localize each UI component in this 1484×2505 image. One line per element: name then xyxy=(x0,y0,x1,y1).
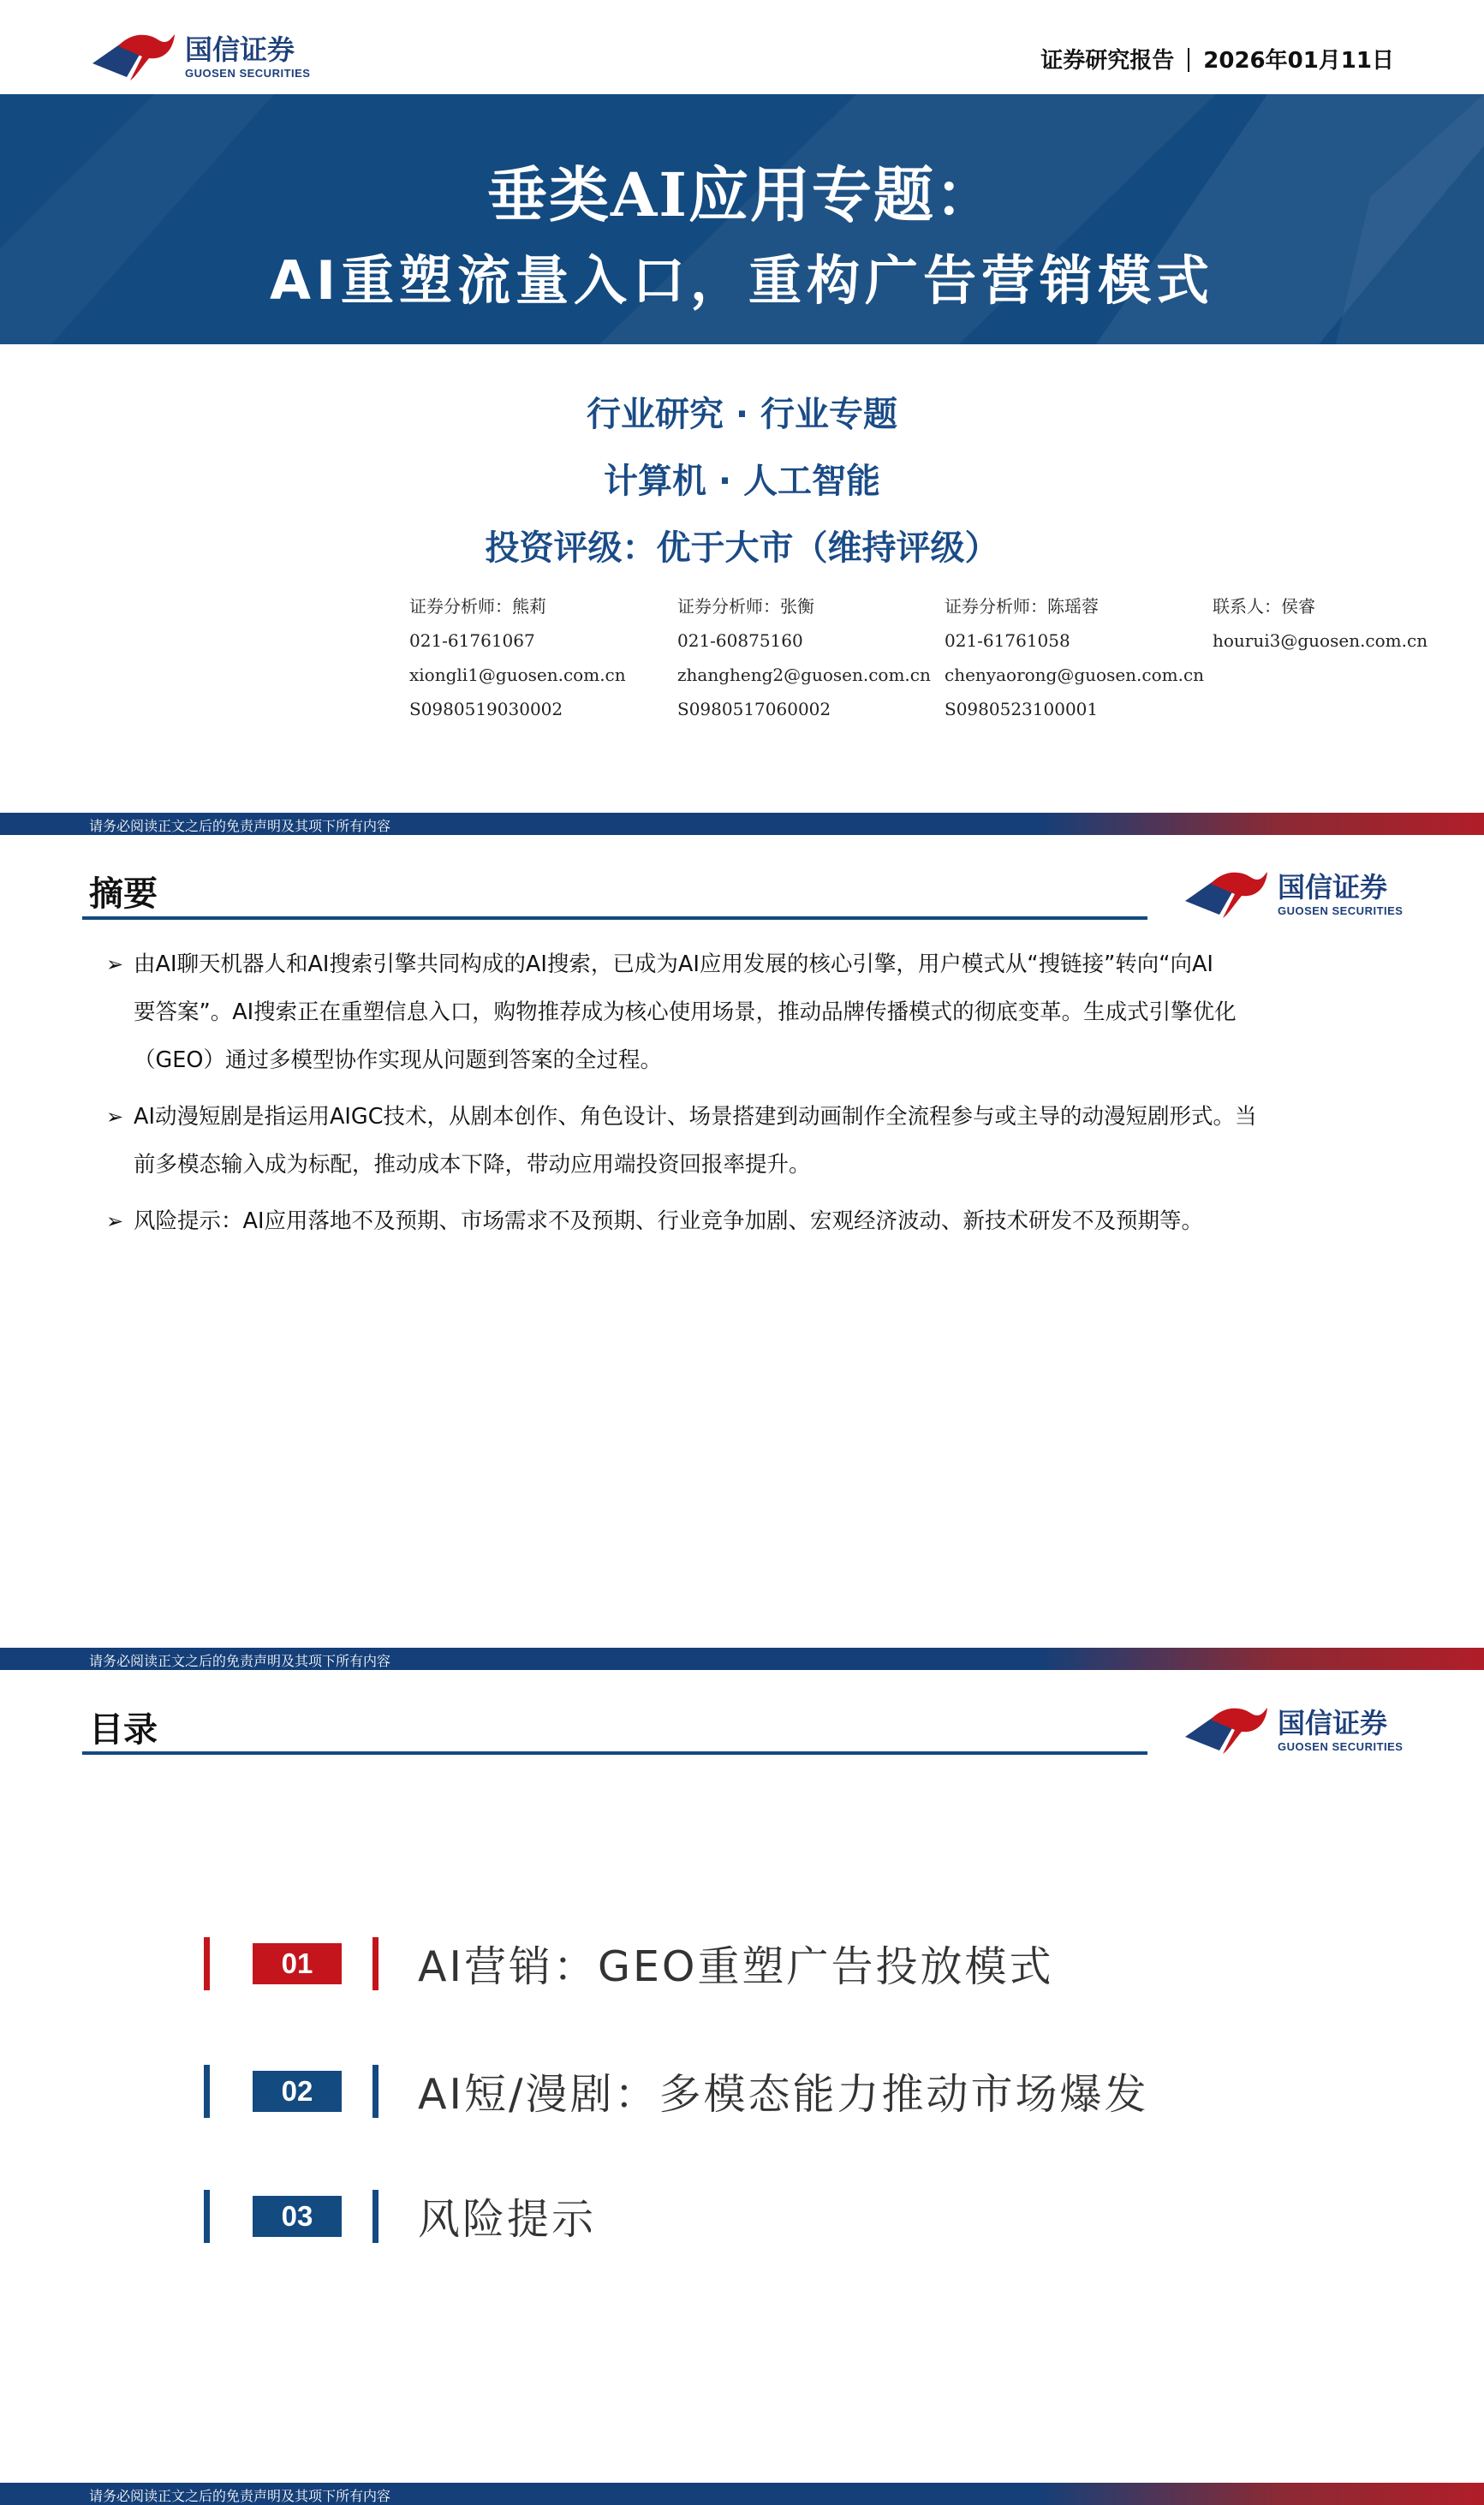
toc-label: AI短/漫剧：多模态能力推动市场爆发 xyxy=(418,2070,1149,2119)
toc-number: 03 xyxy=(253,2196,342,2237)
analyst-name: 证券分析师：熊莉 xyxy=(409,596,546,617)
toc-bracket-left xyxy=(204,2065,210,2118)
brand-name-en: GUOSEN SECURITIES xyxy=(1278,1740,1404,1753)
report-title: 垂类AI应用专题： xyxy=(486,159,998,230)
analyst-card xyxy=(945,589,1205,726)
analyst-phone: 021-60875160 xyxy=(677,630,803,651)
disclaimer-strip xyxy=(0,1648,1484,1670)
brand-logo xyxy=(1182,868,1403,921)
toc-item-03[interactable] xyxy=(204,2186,596,2246)
summary-underline xyxy=(82,916,1147,920)
bullet-line: 由AI聊天机器人和AI搜索引擎共同构成的AI搜索，已成为AI应用发展的核心引擎，用户模式从“搜链接”转向“向AI xyxy=(134,951,1213,977)
analyst-phone: 021-61761058 xyxy=(945,630,1070,651)
brand-logo xyxy=(89,31,310,84)
disclaimer-text: 请务必阅读正文之后的免责声明及其项下所有内容 xyxy=(89,818,391,834)
analyst-cert: S0980519030002 xyxy=(409,699,563,719)
arrow-bullet-icon: ➢ xyxy=(106,952,124,976)
guosen-logo-icon xyxy=(89,31,178,84)
disclaimer-text: 请务必阅读正文之后的免责声明及其项下所有内容 xyxy=(89,1653,391,1669)
analyst-card xyxy=(677,589,934,726)
toc-label: 风险提示 xyxy=(418,2195,597,2244)
summary-bullet xyxy=(101,1093,1413,1189)
toc-item-01[interactable] xyxy=(204,1934,1053,1994)
brand-logo xyxy=(1182,1704,1403,1757)
bullet-line: 风险提示：AI应用落地不及预期、市场需求不及预期、行业竞争加剧、宏观经济波动、新技术研发不及预期等。 xyxy=(134,1208,1203,1234)
brand-name-cn: 国信证券 xyxy=(185,33,295,66)
brand-name-cn: 国信证券 xyxy=(1278,871,1388,904)
summary-title: 摘要 xyxy=(89,874,158,914)
toc-bracket-left xyxy=(204,1937,210,1990)
bullet-line: AI动漫短剧是指运用AIGC技术，从剧本创作、角色设计、场景搭建到动画制作全流程参与或主导的动漫短剧形式。当 xyxy=(134,1104,1257,1130)
bullet-line: （GEO）通过多模型协作实现从问题到答案的全过程。 xyxy=(134,1047,662,1073)
report-date: 2026年01月11日 xyxy=(1203,48,1394,74)
title-banner xyxy=(0,94,1484,344)
toc-number: 02 xyxy=(253,2071,342,2112)
report-type: 证券研究报告 xyxy=(1040,48,1175,74)
analyst-email: zhangheng2@guosen.com.cn xyxy=(677,665,931,685)
summary-bullet xyxy=(101,940,1413,1084)
analyst-email: chenyaorong@guosen.com.cn xyxy=(945,665,1205,685)
toc-bracket-left xyxy=(204,2190,210,2243)
toc-item-02[interactable] xyxy=(204,2061,1148,2121)
analyst-card xyxy=(409,589,666,726)
investment-rating: 投资评级：优于大市（维持评级） xyxy=(485,528,999,568)
contact-name: 联系人：侯睿 xyxy=(1213,596,1315,617)
report-subtitle: AI重塑流量入口，重构广告营销模式 xyxy=(269,249,1215,312)
bullet-line: 前多模态输入成为标配，推动成本下降，带动应用端投资回报率提升。 xyxy=(134,1152,811,1178)
toc-number: 01 xyxy=(253,1943,342,1984)
toc-bracket-right xyxy=(372,2190,378,2243)
toc-label: AI营销：GEO重塑广告投放模式 xyxy=(418,1942,1054,1991)
guosen-logo-icon xyxy=(1182,868,1271,921)
analyst-name: 证券分析师：张衡 xyxy=(677,596,814,617)
contact-card xyxy=(1213,589,1469,658)
disclaimer-strip xyxy=(0,2483,1484,2505)
guosen-logo-icon xyxy=(1182,1704,1271,1757)
summary-bullet xyxy=(101,1197,1413,1245)
toc-bracket-right xyxy=(372,1937,378,1990)
analyst-email: xiongli1@guosen.com.cn xyxy=(409,665,626,685)
industry-category: 行业研究 · 行业专题 xyxy=(586,395,898,434)
sector-category: 计算机 · 人工智能 xyxy=(603,462,881,501)
toc-underline xyxy=(82,1751,1147,1755)
brand-name-cn: 国信证券 xyxy=(1278,1707,1388,1739)
toc-title: 目录 xyxy=(89,1710,158,1750)
analyst-phone: 021-61761067 xyxy=(409,630,535,651)
header-divider xyxy=(1188,48,1189,72)
contact-email: hourui3@guosen.com.cn xyxy=(1213,630,1428,651)
brand-name-en: GUOSEN SECURITIES xyxy=(185,67,311,80)
arrow-bullet-icon: ➢ xyxy=(106,1209,124,1233)
header-meta xyxy=(1040,43,1394,75)
brand-name-en: GUOSEN SECURITIES xyxy=(1278,904,1404,917)
disclaimer-text: 请务必阅读正文之后的免责声明及其项下所有内容 xyxy=(89,2488,391,2504)
arrow-bullet-icon: ➢ xyxy=(106,1105,124,1129)
analyst-cert: S0980523100001 xyxy=(945,699,1099,719)
analyst-cert: S0980517060002 xyxy=(677,699,831,719)
analyst-name: 证券分析师：陈瑶蓉 xyxy=(945,596,1099,617)
bullet-line: 要答案”。AI搜索正在重塑信息入口，购物推荐成为核心使用场景，推动品牌传播模式的彻底变革。生成式引擎优化 xyxy=(134,999,1237,1025)
toc-bracket-right xyxy=(372,2065,378,2118)
disclaimer-strip xyxy=(0,813,1484,835)
